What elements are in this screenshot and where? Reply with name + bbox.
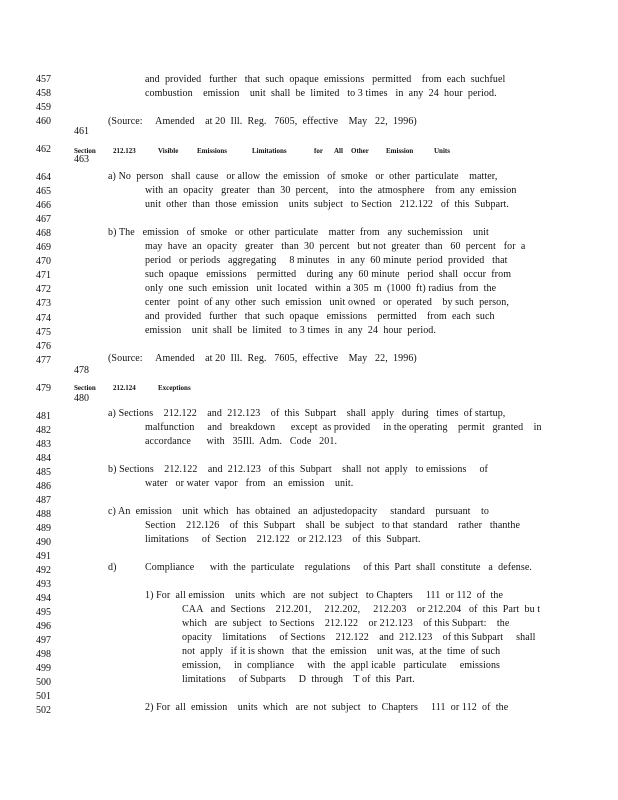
line-number: 470 bbox=[36, 256, 51, 268]
line-number: 486 bbox=[36, 480, 51, 492]
text-line-469: may have an opacity greater than 30 percent but not greater than 60 percent for a bbox=[145, 241, 526, 252]
line-number: 484 bbox=[36, 452, 51, 464]
line-number: 462 bbox=[36, 144, 51, 156]
text-line-486: water or water vapor from an emission unit. bbox=[145, 478, 354, 489]
line-number: 493 bbox=[36, 579, 51, 591]
section-label: Section bbox=[74, 384, 96, 392]
section-title-word: Limitations bbox=[252, 147, 287, 155]
line-number: 492 bbox=[36, 565, 51, 577]
line-number: 499 bbox=[36, 663, 51, 675]
section-title-word: Emissions bbox=[197, 147, 227, 155]
line-number: 495 bbox=[36, 607, 51, 619]
line-number: 482 bbox=[36, 424, 51, 436]
line-number: 459 bbox=[36, 102, 51, 114]
text-line-471: such opaque emissions permitted during any 60 minute period shall occur from bbox=[145, 269, 512, 280]
line-number: 500 bbox=[36, 677, 51, 689]
text-line-475: emission unit shall be limited to 3 times in any 24 hour period. bbox=[145, 325, 437, 336]
text-line-485: b) Sections 212.122 and 212.123 of this Subpart shall not apply to emissions of bbox=[108, 464, 488, 475]
line-number: 479 bbox=[36, 382, 51, 394]
line-number: 467 bbox=[36, 214, 51, 226]
line-number: 475 bbox=[36, 326, 51, 338]
line-number: 465 bbox=[36, 186, 51, 198]
line-number: 472 bbox=[36, 284, 51, 296]
line-number: 489 bbox=[36, 522, 51, 534]
line-number: 494 bbox=[36, 593, 51, 605]
line-number: 460 bbox=[36, 116, 51, 128]
text-line-474: and provided further that such opaque emissions permitted from each such bbox=[145, 311, 495, 322]
section-title-word: Visible bbox=[158, 147, 179, 155]
text-line-483: accordance with 35Ill. Adm. Code 201. bbox=[145, 436, 338, 447]
line-number: 483 bbox=[36, 438, 51, 450]
line-number: 476 bbox=[36, 340, 51, 352]
line-number: 485 bbox=[36, 466, 51, 478]
line-number: 458 bbox=[36, 88, 51, 100]
text-line-497: opacity limitations of Sections 212.122 and 212.123 of this Subpart shall bbox=[182, 632, 536, 643]
line-number: 461 bbox=[74, 126, 89, 138]
section-title-word: All bbox=[334, 147, 343, 155]
text-line-457: and provided further that such opaque emissions permitted from each suchfuel bbox=[145, 74, 506, 85]
line-number: 457 bbox=[36, 74, 51, 85]
text-line-481: a) Sections 212.122 and 212.123 of this Subpart shall apply during times of startup, bbox=[108, 408, 506, 419]
section-label: Section bbox=[74, 147, 96, 155]
text-line-466: unit other than those emission units subject to Section 212.122 of this Subpart. bbox=[145, 199, 510, 210]
text-line-458: combustion emission unit shall be limited to 3 times in any 24 hour period. bbox=[145, 88, 497, 99]
list-marker-d: d) bbox=[108, 562, 117, 573]
text-line-502: 2) For all emission units which are not subject to Chapters 111 or 112 of the bbox=[145, 702, 509, 713]
text-line-464: a) No person shall cause or allow the emission of smoke or other particulate matter, bbox=[108, 171, 498, 182]
source-note: (Source: Amended at 20 Ill. Reg. 7605, effective May 22, 1996) bbox=[108, 116, 417, 127]
section-title-word: Units bbox=[434, 147, 450, 155]
line-number: 490 bbox=[36, 536, 51, 548]
section-title-word: Other bbox=[351, 147, 369, 155]
text-line-489: Section 212.126 of this Subpart shall be subject to that standard rather thanthe bbox=[145, 520, 521, 531]
text-line-499: emission, in compliance with the appl icable particulate emissions bbox=[182, 660, 501, 671]
text-line-470: period or periods aggregating 8 minutes in any 60 minute period provided that bbox=[145, 255, 508, 266]
text-line-494: 1) For all emission units which are not subject to Chapters 111 or 112 of the bbox=[145, 590, 504, 601]
text-line-490: limitations of Section 212.122 or 212.123 of this Subpart. bbox=[145, 534, 421, 545]
line-number: 502 bbox=[36, 705, 51, 717]
section-number: 212.124 bbox=[113, 384, 136, 392]
line-number: 469 bbox=[36, 242, 51, 254]
line-number: 501 bbox=[36, 691, 51, 703]
section-title-word: Exceptions bbox=[158, 384, 191, 392]
text-line-500: limitations of Subparts D through T of this Part. bbox=[182, 674, 415, 685]
line-number: 473 bbox=[36, 298, 51, 310]
line-number: 488 bbox=[36, 508, 51, 520]
text-line-495: CAA and Sections 212.201, 212.202, 212.203 or 212.204 of this Part bu t bbox=[182, 604, 541, 615]
line-number: 477 bbox=[36, 354, 51, 366]
line-number: 487 bbox=[36, 494, 51, 506]
line-number: 480 bbox=[74, 392, 89, 404]
line-number: 474 bbox=[36, 312, 51, 324]
text-line-492: Compliance with the particulate regulations of this Part shall constitute a defense. bbox=[145, 562, 532, 573]
line-number: 464 bbox=[36, 172, 51, 184]
text-line-472: only one such emission unit located within a 305 m (1000 ft) radius from the bbox=[145, 283, 497, 294]
line-number: 498 bbox=[36, 649, 51, 661]
line-number: 497 bbox=[36, 635, 51, 647]
section-title-word: Emission bbox=[386, 147, 414, 155]
section-title-word: for bbox=[314, 147, 323, 155]
section-number: 212.123 bbox=[113, 147, 136, 155]
text-line-496: which are subject to Sections 212.122 or 212.123 of this Subpart: the bbox=[182, 618, 510, 629]
line-number: 468 bbox=[36, 228, 51, 240]
line-number: 471 bbox=[36, 270, 51, 282]
text-line-465: with an opacity greater than 30 percent, into the atmosphere from any emission bbox=[145, 185, 517, 196]
line-number: 491 bbox=[36, 551, 51, 563]
text-line-488: c) An emission unit which has obtained an adjustedopacity standard pursuant to bbox=[108, 506, 489, 517]
text-line-482: malfunction and breakdown except as provided in the operating permit granted in bbox=[145, 422, 542, 433]
text-line-498: not apply if it is shown that the emission unit was, at the time of such bbox=[182, 646, 501, 657]
line-number: 463 bbox=[74, 154, 89, 166]
line-number: 481 bbox=[36, 410, 51, 422]
line-number: 466 bbox=[36, 200, 51, 212]
line-number: 478 bbox=[74, 364, 89, 376]
text-line-473: center point of any other such emission unit owned or operated by such person, bbox=[145, 297, 509, 308]
line-number: 496 bbox=[36, 621, 51, 633]
source-note: (Source: Amended at 20 Ill. Reg. 7605, effective May 22, 1996) bbox=[108, 353, 417, 364]
text-line-468: b) The emission of smoke or other particulate matter from any suchemission unit bbox=[108, 227, 489, 238]
